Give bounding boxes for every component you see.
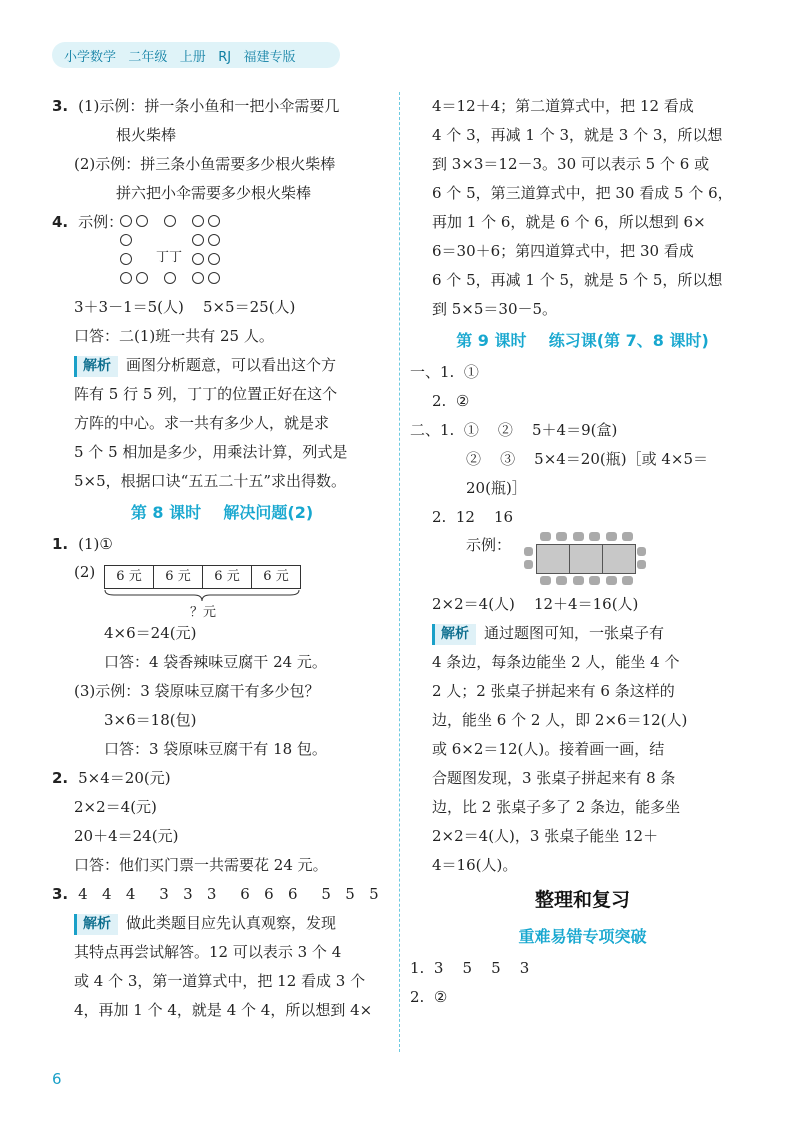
table-rect xyxy=(569,544,603,574)
analysis-cont-line-3: 到 3×3＝12－3。30 可以表示 5 个 6 或 xyxy=(432,155,710,173)
analysis-cont-line-2: 4 个 3，再减 1 个 3，就是 3 个 3，所以想 xyxy=(432,126,723,144)
example-label: 示例： xyxy=(466,536,512,554)
s8-q1-line-1 xyxy=(52,530,392,559)
person-circle xyxy=(192,272,204,284)
bar-boxes xyxy=(104,565,301,589)
question-number: 3. xyxy=(52,97,69,115)
answer-text: (1)示例：拼一条小鱼和一把小伞需要几 xyxy=(78,97,340,115)
analysis-cont-line-4: 6 个 5，第三道算式中，把 30 看成 5 个 6， xyxy=(432,184,733,202)
bar-cell: 6 元 xyxy=(263,569,289,584)
analysis-2-line-3: 或 4 个 3，第一道算式中，把 12 看成 3 个 xyxy=(74,972,366,990)
answer-text: 5×4＝20(元) xyxy=(78,769,171,787)
seat xyxy=(589,576,600,585)
analysis-cont-line-1: 4＝12＋4；第二道算式中，把 12 看成 xyxy=(432,97,694,115)
q4-answer: 口答：二(1)班一共有 25 人。 xyxy=(74,327,274,345)
analysis-cont-line-6: 6＝30＋6；第四道算式中，把 30 看成 xyxy=(432,242,694,260)
q3-line-1 xyxy=(52,92,392,121)
page-number: 6 xyxy=(52,1070,62,1088)
bar-total-label: ？元 xyxy=(190,605,217,620)
s8-q2-line-2: 2×2＝4(元) xyxy=(74,798,157,816)
bar-cell: 6 元 xyxy=(203,566,252,588)
analysis-3-line-5: 或 6×2＝12(人)。接着画一画，结 xyxy=(432,740,665,758)
example-label: 示例： xyxy=(78,213,124,231)
seat xyxy=(606,576,617,585)
seat xyxy=(556,576,567,585)
p9-part-1-q1: 一、1. ① xyxy=(410,363,479,381)
seat xyxy=(524,560,533,569)
analysis-text: 画图分析题意，可以看出这个方 xyxy=(126,356,337,374)
s8-q1-part-3: (3)示例：3 袋原味豆腐干有多少包？ xyxy=(74,682,320,700)
seat xyxy=(540,532,551,541)
analysis-text: 通过题图可知，一张桌子有 xyxy=(484,624,665,642)
question-number: 4. xyxy=(52,213,69,231)
s8-q1-equation-1: 4×6＝24(元) xyxy=(104,624,197,642)
person-circle xyxy=(192,253,204,265)
analysis-2-line-1 xyxy=(52,909,392,938)
person-circle xyxy=(120,253,132,265)
person-circle xyxy=(120,234,132,246)
section-title-lesson-8: 第 8 课时 解决问题(2) xyxy=(130,503,314,522)
table-rect xyxy=(536,544,570,574)
q3-line-4: 拼六把小伞需要多少根火柴棒 xyxy=(116,184,312,202)
chapter-title: 整理和复习 xyxy=(534,889,630,911)
person-circle xyxy=(120,215,132,227)
review-q2: 2. ② xyxy=(410,988,448,1006)
analysis-line-1 xyxy=(52,351,392,380)
question-number: 2. xyxy=(52,769,69,787)
review-q1: 1. 3 5 5 3 xyxy=(410,959,530,977)
s8-q2-line-1 xyxy=(52,764,392,793)
analysis-2-line-4: 4，再加 1 个 4，就是 4 个 4，所以想到 4× xyxy=(74,1001,373,1019)
table-rect xyxy=(602,544,636,574)
seat xyxy=(589,532,600,541)
person-circle xyxy=(208,215,220,227)
s8-q1-answer-2: 口答：3 袋原味豆腐干有 18 包。 xyxy=(104,740,327,758)
p9-part-2-q1-line-3: 20(瓶)］ xyxy=(466,479,527,497)
seat xyxy=(637,560,646,569)
seat xyxy=(637,547,646,556)
q3-line-3: (2)示例：拼三条小鱼需要多少根火柴棒 xyxy=(74,155,336,173)
part-2-label: (2) xyxy=(74,563,96,581)
section-title-lesson-9: 第 9 课时 练习课(第 7、8 课时) xyxy=(456,331,709,350)
analysis-cont-line-8: 到 5×5＝30－5。 xyxy=(432,300,558,318)
dingding-label: 丁丁 xyxy=(156,250,183,265)
analysis-tag: 解析 xyxy=(74,356,118,377)
person-circle xyxy=(164,215,176,227)
analysis-line-2: 阵有 5 行 5 列，丁丁的位置正好在这个 xyxy=(74,385,338,403)
p9-part-2-q2: 2. 12 16 xyxy=(432,508,514,526)
analysis-3-line-8: 2×2＝4(人)，3 张桌子能坐 12＋ xyxy=(432,827,659,845)
seat xyxy=(540,576,551,585)
answer-text: (1)① xyxy=(78,535,113,553)
question-number: 1. xyxy=(52,535,69,553)
analysis-line-4: 5 个 5 相加是多少，用乘法计算，列式是 xyxy=(74,443,348,461)
person-circle xyxy=(208,253,220,265)
analysis-3-line-6: 合题图发现，3 张桌子拼起来有 8 条 xyxy=(432,769,676,787)
s8-q2-line-3: 20＋4＝24(元) xyxy=(74,827,179,845)
analysis-text: 做此类题目应先认真观察，发现 xyxy=(126,914,337,932)
analysis-3-line-1 xyxy=(410,619,755,648)
analysis-line-3: 方阵的中心。求一共有多少人，就是求 xyxy=(74,414,330,432)
answer-text: 4 4 4 3 3 3 6 6 6 5 5 5 xyxy=(78,885,379,903)
person-circle xyxy=(192,215,204,227)
p9-part-2-q1-line-1: 二、1. ① ② 5＋4＝9(盒) xyxy=(410,421,618,439)
question-number: 3. xyxy=(52,885,69,903)
seat xyxy=(622,576,633,585)
seat xyxy=(606,532,617,541)
analysis-3-line-9: 4＝16(人)。 xyxy=(432,856,518,874)
bar-cell: 6 元 xyxy=(105,566,154,588)
tables-figure xyxy=(410,532,755,590)
q3-line-2: 根火柴棒 xyxy=(116,126,177,144)
s8-q3-line-1 xyxy=(52,880,392,909)
person-circle xyxy=(136,215,148,227)
p9-equation: 2×2＝4(人) 12＋4＝16(人) xyxy=(432,595,639,613)
column-divider xyxy=(399,92,400,1052)
bar-cell: 6 元 xyxy=(154,566,203,588)
seat xyxy=(524,547,533,556)
square-formation-figure xyxy=(52,215,392,293)
person-circle xyxy=(192,234,204,246)
person-circle xyxy=(120,272,132,284)
person-circle xyxy=(136,272,148,284)
p9-part-2-q1-line-2: ② ③ 5×4＝20(瓶)［或 4×5＝ xyxy=(466,450,709,468)
analysis-3-line-3: 2 人；2 张桌子拼起来有 6 条这样的 xyxy=(432,682,675,700)
p9-part-1-q2: 2. ② xyxy=(432,392,470,410)
seat xyxy=(556,532,567,541)
s8-q1-equation-2: 3×6＝18(包) xyxy=(104,711,197,729)
analysis-tag: 解析 xyxy=(432,624,476,645)
analysis-3-line-7: 边，比 2 张桌子多了 2 条边，能多坐 xyxy=(432,798,681,816)
right-column xyxy=(410,92,755,1012)
book-header: 小学数学 二年级 上册 RJ 福建专版 xyxy=(52,42,340,68)
analysis-3-line-4: 边，能坐 6 个 2 人，即 2×6＝12(人) xyxy=(432,711,688,729)
subsection-title: 重难易错专项突破 xyxy=(518,927,647,946)
seat xyxy=(573,576,584,585)
left-column xyxy=(52,92,392,1025)
s8-q1-answer-1: 口答：4 袋香辣味豆腐干 24 元。 xyxy=(104,653,327,671)
person-circle xyxy=(208,234,220,246)
analysis-3-line-2: 4 条边，每条边能坐 2 人，能坐 4 个 xyxy=(432,653,680,671)
analysis-cont-line-5: 再加 1 个 6，就是 6 个 6，所以想到 6× xyxy=(432,213,706,231)
person-circle xyxy=(208,272,220,284)
q4-equation: 3＋3－1＝5(人) 5×5＝25(人) xyxy=(74,298,296,316)
analysis-tag: 解析 xyxy=(74,914,118,935)
analysis-cont-line-7: 6 个 5，再减 1 个 5，就是 5 个 5，所以想 xyxy=(432,271,723,289)
analysis-line-5: 5×5，根据口诀“五五二十五”求出得数。 xyxy=(74,472,346,490)
bar-diagram xyxy=(74,559,392,620)
person-circle xyxy=(164,272,176,284)
seat xyxy=(573,532,584,541)
seat xyxy=(622,532,633,541)
analysis-2-line-2: 其特点再尝试解答。12 可以表示 3 个 4 xyxy=(74,943,342,961)
s8-q2-line-4: 口答：他们买门票一共需要花 24 元。 xyxy=(74,856,328,874)
